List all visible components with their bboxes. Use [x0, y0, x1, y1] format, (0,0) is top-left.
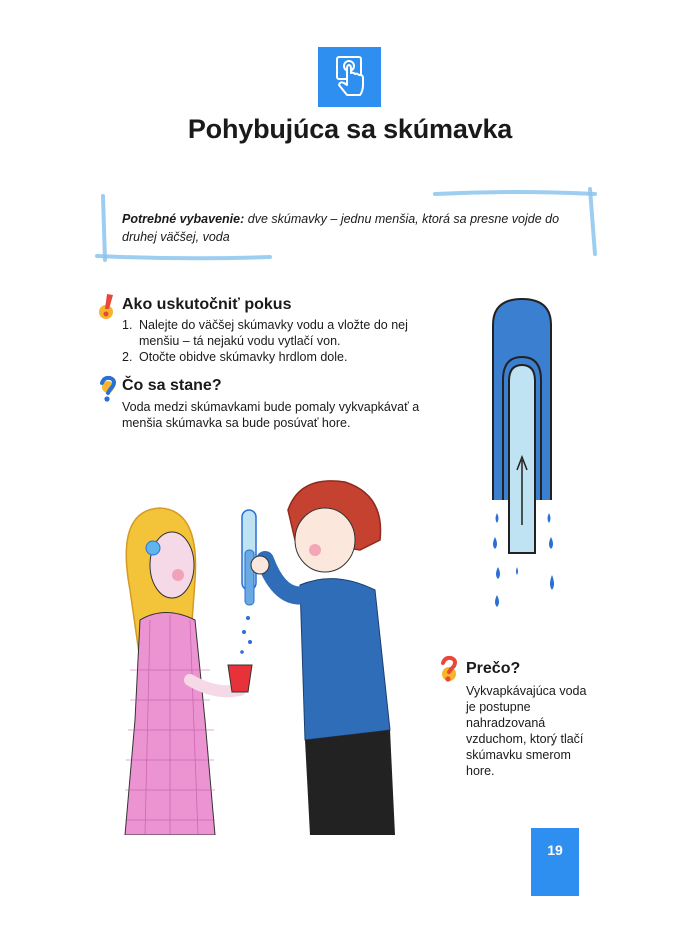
equipment-label: Potrebné vybavenie: — [122, 212, 245, 226]
step-text: Otočte obidve skúmavky hrdlom dole. — [139, 350, 348, 364]
what-heading: Čo sa stane? — [122, 377, 222, 394]
how-steps — [122, 317, 422, 365]
page-title: Pohybujúca sa skúmavka — [187, 114, 513, 144]
test-tube-illustration — [475, 285, 575, 635]
equipment-items: dve skúmavky – jednu menšia, ktorá sa presne vojde do druhej väčšej, voda — [122, 212, 560, 244]
list-item — [122, 317, 422, 349]
question-marker-icon — [96, 375, 118, 403]
step-number: 2. — [122, 350, 133, 364]
why-body: Vykvapkávajúca voda je postupne nahradzovaná vzduchom, ktorý tlačí skúmavku smerom hore. — [466, 684, 587, 778]
exclamation-marker-icon — [96, 292, 118, 320]
why-heading: Prečo? — [466, 660, 521, 677]
question-exclamation-marker-icon — [438, 655, 460, 683]
step-number: 1. — [122, 318, 133, 332]
hand-touch-icon — [318, 47, 381, 107]
page-number: 19 — [547, 842, 563, 858]
list-item — [122, 349, 422, 365]
how-heading: Ako uskutočniť pokus — [122, 296, 292, 313]
page-number-box — [531, 828, 579, 896]
step-text: Nalejte do väčšej skúmavky vodu a vložte do nej menšiu – tá nejakú vodu vytlačí von. — [139, 318, 408, 348]
what-body: Voda medzi skúmavkami bude pomaly vykvapkávať a menšia skúmavka sa bude posúvať hore. — [122, 400, 420, 430]
children-illustration — [110, 470, 420, 835]
equipment-text — [122, 210, 574, 246]
